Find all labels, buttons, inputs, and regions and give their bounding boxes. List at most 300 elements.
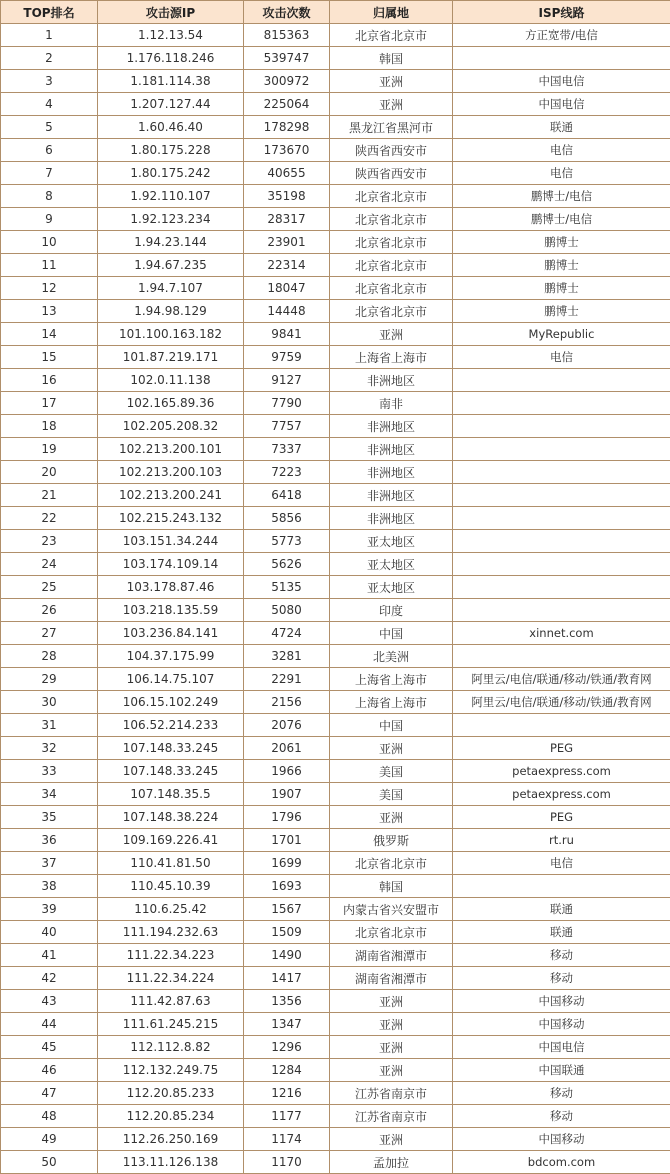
attack-count-cell: 5773 xyxy=(244,530,330,553)
isp-cell xyxy=(453,714,670,737)
isp-cell: 中国电信 xyxy=(453,1036,670,1059)
source-ip-cell: 101.100.163.182 xyxy=(98,323,244,346)
attack-count-cell: 5135 xyxy=(244,576,330,599)
source-ip-cell: 113.11.126.138 xyxy=(98,1151,244,1174)
rank-cell: 5 xyxy=(1,116,98,139)
attack-count-cell: 5080 xyxy=(244,599,330,622)
location-cell: 江苏省南京市 xyxy=(330,1105,453,1128)
table-row xyxy=(1,369,670,392)
rank-cell: 25 xyxy=(1,576,98,599)
isp-cell: 移动 xyxy=(453,1082,670,1105)
source-ip-cell: 1.176.118.246 xyxy=(98,47,244,70)
source-ip-cell: 107.148.38.224 xyxy=(98,806,244,829)
rank-cell: 42 xyxy=(1,967,98,990)
isp-cell: bdcom.com xyxy=(453,1151,670,1174)
table-row xyxy=(1,208,670,231)
location-cell: 非洲地区 xyxy=(330,461,453,484)
attack-count-cell: 4724 xyxy=(244,622,330,645)
attack-count-cell: 1966 xyxy=(244,760,330,783)
location-cell: 北京省北京市 xyxy=(330,231,453,254)
location-cell: 非洲地区 xyxy=(330,415,453,438)
table-row xyxy=(1,645,670,668)
rank-cell: 47 xyxy=(1,1082,98,1105)
table-row xyxy=(1,438,670,461)
attack-count-cell: 2076 xyxy=(244,714,330,737)
rank-cell: 38 xyxy=(1,875,98,898)
attack-count-cell: 35198 xyxy=(244,185,330,208)
source-ip-cell: 111.61.245.215 xyxy=(98,1013,244,1036)
isp-cell xyxy=(453,438,670,461)
rank-cell: 31 xyxy=(1,714,98,737)
source-ip-cell: 111.194.232.63 xyxy=(98,921,244,944)
location-cell: 湖南省湘潭市 xyxy=(330,944,453,967)
isp-cell: 鹏博士 xyxy=(453,300,670,323)
source-ip-cell: 106.15.102.249 xyxy=(98,691,244,714)
source-ip-cell: 109.169.226.41 xyxy=(98,829,244,852)
attack-count-cell: 7757 xyxy=(244,415,330,438)
location-cell: 北京省北京市 xyxy=(330,300,453,323)
location-cell: 亚太地区 xyxy=(330,553,453,576)
location-cell: 北京省北京市 xyxy=(330,254,453,277)
location-cell: 上海省上海市 xyxy=(330,346,453,369)
rank-cell: 9 xyxy=(1,208,98,231)
source-ip-cell: 112.26.250.169 xyxy=(98,1128,244,1151)
location-cell: 北京省北京市 xyxy=(330,185,453,208)
attack-count-cell: 1284 xyxy=(244,1059,330,1082)
attack-count-cell: 1567 xyxy=(244,898,330,921)
isp-cell xyxy=(453,530,670,553)
table-row xyxy=(1,714,670,737)
location-cell: 北美洲 xyxy=(330,645,453,668)
rank-cell: 10 xyxy=(1,231,98,254)
rank-cell: 37 xyxy=(1,852,98,875)
isp-cell xyxy=(453,484,670,507)
rank-cell: 29 xyxy=(1,668,98,691)
table-row xyxy=(1,185,670,208)
attack-count-cell: 178298 xyxy=(244,116,330,139)
attack-count-cell: 22314 xyxy=(244,254,330,277)
table-row xyxy=(1,622,670,645)
source-ip-cell: 1.92.123.234 xyxy=(98,208,244,231)
source-ip-cell: 103.178.87.46 xyxy=(98,576,244,599)
attack-count-cell: 1417 xyxy=(244,967,330,990)
rank-cell: 7 xyxy=(1,162,98,185)
rank-cell: 35 xyxy=(1,806,98,829)
attack-count-cell: 2156 xyxy=(244,691,330,714)
table-row xyxy=(1,70,670,93)
rank-cell: 19 xyxy=(1,438,98,461)
isp-cell: xinnet.com xyxy=(453,622,670,645)
table-row xyxy=(1,852,670,875)
isp-cell: petaexpress.com xyxy=(453,760,670,783)
isp-cell: 鹏博士/电信 xyxy=(453,208,670,231)
table-row xyxy=(1,875,670,898)
source-ip-cell: 110.41.81.50 xyxy=(98,852,244,875)
attack-count-cell: 9841 xyxy=(244,323,330,346)
rank-cell: 1 xyxy=(1,24,98,47)
rank-cell: 23 xyxy=(1,530,98,553)
isp-cell: 移动 xyxy=(453,944,670,967)
rank-cell: 43 xyxy=(1,990,98,1013)
isp-cell: 联通 xyxy=(453,898,670,921)
rank-cell: 32 xyxy=(1,737,98,760)
attack-count-cell: 1296 xyxy=(244,1036,330,1059)
isp-cell: 阿里云/电信/联通/移动/铁通/教育网 xyxy=(453,668,670,691)
source-ip-cell: 103.218.135.59 xyxy=(98,599,244,622)
table-row xyxy=(1,277,670,300)
source-ip-cell: 103.174.109.14 xyxy=(98,553,244,576)
rank-cell: 13 xyxy=(1,300,98,323)
isp-cell: 中国电信 xyxy=(453,93,670,116)
rank-cell: 36 xyxy=(1,829,98,852)
isp-cell xyxy=(453,553,670,576)
location-cell: 黑龙江省黑河市 xyxy=(330,116,453,139)
location-cell: 北京省北京市 xyxy=(330,921,453,944)
source-ip-cell: 1.181.114.38 xyxy=(98,70,244,93)
source-ip-cell: 102.213.200.101 xyxy=(98,438,244,461)
rank-cell: 39 xyxy=(1,898,98,921)
attack-count-cell: 815363 xyxy=(244,24,330,47)
attack-count-cell: 9759 xyxy=(244,346,330,369)
rank-cell: 2 xyxy=(1,47,98,70)
header-source-ip: 攻击源IP xyxy=(98,1,244,24)
location-cell: 内蒙古省兴安盟市 xyxy=(330,898,453,921)
rank-cell: 45 xyxy=(1,1036,98,1059)
source-ip-cell: 1.80.175.228 xyxy=(98,139,244,162)
source-ip-cell: 1.94.23.144 xyxy=(98,231,244,254)
location-cell: 韩国 xyxy=(330,47,453,70)
attack-count-cell: 7790 xyxy=(244,392,330,415)
table-row xyxy=(1,1036,670,1059)
table-row xyxy=(1,116,670,139)
table-row xyxy=(1,47,670,70)
source-ip-cell: 1.94.7.107 xyxy=(98,277,244,300)
rank-cell: 26 xyxy=(1,599,98,622)
location-cell: 南非 xyxy=(330,392,453,415)
attack-count-cell: 23901 xyxy=(244,231,330,254)
table-row xyxy=(1,415,670,438)
rank-cell: 11 xyxy=(1,254,98,277)
rank-cell: 46 xyxy=(1,1059,98,1082)
rank-cell: 16 xyxy=(1,369,98,392)
location-cell: 上海省上海市 xyxy=(330,668,453,691)
isp-cell: 电信 xyxy=(453,162,670,185)
attack-count-cell: 1356 xyxy=(244,990,330,1013)
rank-cell: 14 xyxy=(1,323,98,346)
source-ip-cell: 107.148.33.245 xyxy=(98,737,244,760)
isp-cell xyxy=(453,507,670,530)
table-row xyxy=(1,760,670,783)
isp-cell xyxy=(453,392,670,415)
attack-count-cell: 1174 xyxy=(244,1128,330,1151)
attack-count-cell: 9127 xyxy=(244,369,330,392)
header-attack-count: 攻击次数 xyxy=(244,1,330,24)
location-cell: 非洲地区 xyxy=(330,438,453,461)
table-row xyxy=(1,944,670,967)
table-row xyxy=(1,1013,670,1036)
location-cell: 韩国 xyxy=(330,875,453,898)
isp-cell: PEG xyxy=(453,737,670,760)
source-ip-cell: 102.213.200.103 xyxy=(98,461,244,484)
location-cell: 北京省北京市 xyxy=(330,277,453,300)
rank-cell: 18 xyxy=(1,415,98,438)
source-ip-cell: 104.37.175.99 xyxy=(98,645,244,668)
source-ip-cell: 102.213.200.241 xyxy=(98,484,244,507)
attack-count-cell: 18047 xyxy=(244,277,330,300)
source-ip-cell: 112.20.85.234 xyxy=(98,1105,244,1128)
table-row xyxy=(1,783,670,806)
rank-cell: 44 xyxy=(1,1013,98,1036)
attack-count-cell: 2291 xyxy=(244,668,330,691)
location-cell: 孟加拉 xyxy=(330,1151,453,1174)
source-ip-cell: 1.94.67.235 xyxy=(98,254,244,277)
table-row xyxy=(1,898,670,921)
source-ip-cell: 103.151.34.244 xyxy=(98,530,244,553)
rank-cell: 8 xyxy=(1,185,98,208)
location-cell: 亚洲 xyxy=(330,93,453,116)
table-row xyxy=(1,484,670,507)
location-cell: 非洲地区 xyxy=(330,507,453,530)
isp-cell: 鹏博士 xyxy=(453,231,670,254)
isp-cell: 中国联通 xyxy=(453,1059,670,1082)
isp-cell: 中国移动 xyxy=(453,1013,670,1036)
location-cell: 亚洲 xyxy=(330,806,453,829)
isp-cell: 移动 xyxy=(453,967,670,990)
attack-count-cell: 14448 xyxy=(244,300,330,323)
source-ip-cell: 112.132.249.75 xyxy=(98,1059,244,1082)
isp-cell: petaexpress.com xyxy=(453,783,670,806)
isp-cell: 电信 xyxy=(453,852,670,875)
source-ip-cell: 112.112.8.82 xyxy=(98,1036,244,1059)
location-cell: 陕西省西安市 xyxy=(330,139,453,162)
attack-count-cell: 1701 xyxy=(244,829,330,852)
rank-cell: 22 xyxy=(1,507,98,530)
isp-cell: rt.ru xyxy=(453,829,670,852)
location-cell: 江苏省南京市 xyxy=(330,1082,453,1105)
rank-cell: 17 xyxy=(1,392,98,415)
attack-count-cell: 225064 xyxy=(244,93,330,116)
source-ip-cell: 101.87.219.171 xyxy=(98,346,244,369)
source-ip-cell: 107.148.33.245 xyxy=(98,760,244,783)
isp-cell: 鹏博士 xyxy=(453,254,670,277)
location-cell: 美国 xyxy=(330,783,453,806)
table-row xyxy=(1,1059,670,1082)
table-row xyxy=(1,24,670,47)
attack-count-cell: 28317 xyxy=(244,208,330,231)
location-cell: 湖南省湘潭市 xyxy=(330,967,453,990)
attack-count-cell: 7223 xyxy=(244,461,330,484)
source-ip-cell: 102.215.243.132 xyxy=(98,507,244,530)
isp-cell: 联通 xyxy=(453,921,670,944)
source-ip-cell: 110.45.10.39 xyxy=(98,875,244,898)
location-cell: 中国 xyxy=(330,622,453,645)
location-cell: 陕西省西安市 xyxy=(330,162,453,185)
table-row xyxy=(1,139,670,162)
isp-cell: 移动 xyxy=(453,1105,670,1128)
rank-cell: 24 xyxy=(1,553,98,576)
location-cell: 亚洲 xyxy=(330,1128,453,1151)
rank-cell: 30 xyxy=(1,691,98,714)
isp-cell: 阿里云/电信/联通/移动/铁通/教育网 xyxy=(453,691,670,714)
location-cell: 亚洲 xyxy=(330,1013,453,1036)
table-row xyxy=(1,461,670,484)
source-ip-cell: 106.52.214.233 xyxy=(98,714,244,737)
isp-cell xyxy=(453,415,670,438)
table-row xyxy=(1,162,670,185)
isp-cell xyxy=(453,369,670,392)
source-ip-cell: 1.92.110.107 xyxy=(98,185,244,208)
table-row xyxy=(1,1128,670,1151)
rank-cell: 4 xyxy=(1,93,98,116)
isp-cell: 联通 xyxy=(453,116,670,139)
rank-cell: 41 xyxy=(1,944,98,967)
isp-cell: 中国电信 xyxy=(453,70,670,93)
isp-cell: 电信 xyxy=(453,139,670,162)
header-row xyxy=(1,1,670,24)
table-row xyxy=(1,530,670,553)
isp-cell: 方正宽带/电信 xyxy=(453,24,670,47)
isp-cell: 中国移动 xyxy=(453,1128,670,1151)
location-cell: 北京省北京市 xyxy=(330,852,453,875)
rank-cell: 15 xyxy=(1,346,98,369)
isp-cell xyxy=(453,461,670,484)
table-row xyxy=(1,346,670,369)
location-cell: 印度 xyxy=(330,599,453,622)
source-ip-cell: 106.14.75.107 xyxy=(98,668,244,691)
table-row xyxy=(1,806,670,829)
source-ip-cell: 102.205.208.32 xyxy=(98,415,244,438)
header-location: 归属地 xyxy=(330,1,453,24)
rank-cell: 48 xyxy=(1,1105,98,1128)
location-cell: 北京省北京市 xyxy=(330,24,453,47)
isp-cell: 鹏博士/电信 xyxy=(453,185,670,208)
attack-count-cell: 1170 xyxy=(244,1151,330,1174)
attack-count-cell: 1693 xyxy=(244,875,330,898)
rank-cell: 34 xyxy=(1,783,98,806)
attack-count-cell: 173670 xyxy=(244,139,330,162)
attack-count-cell: 2061 xyxy=(244,737,330,760)
source-ip-cell: 1.60.46.40 xyxy=(98,116,244,139)
location-cell: 亚洲 xyxy=(330,323,453,346)
rank-cell: 27 xyxy=(1,622,98,645)
attack-count-cell: 7337 xyxy=(244,438,330,461)
rank-cell: 20 xyxy=(1,461,98,484)
source-ip-cell: 112.20.85.233 xyxy=(98,1082,244,1105)
source-ip-cell: 1.80.175.242 xyxy=(98,162,244,185)
isp-cell: MyRepublic xyxy=(453,323,670,346)
location-cell: 非洲地区 xyxy=(330,484,453,507)
source-ip-cell: 111.42.87.63 xyxy=(98,990,244,1013)
rank-cell: 6 xyxy=(1,139,98,162)
rank-cell: 3 xyxy=(1,70,98,93)
attack-count-cell: 1216 xyxy=(244,1082,330,1105)
source-ip-cell: 1.12.13.54 xyxy=(98,24,244,47)
table-row xyxy=(1,93,670,116)
isp-cell xyxy=(453,47,670,70)
table-row xyxy=(1,1105,670,1128)
source-ip-cell: 111.22.34.224 xyxy=(98,967,244,990)
attack-count-cell: 5856 xyxy=(244,507,330,530)
attack-count-cell: 300972 xyxy=(244,70,330,93)
location-cell: 中国 xyxy=(330,714,453,737)
source-ip-cell: 111.22.34.223 xyxy=(98,944,244,967)
table-row xyxy=(1,829,670,852)
rank-cell: 12 xyxy=(1,277,98,300)
table-row xyxy=(1,254,670,277)
table-row xyxy=(1,392,670,415)
source-ip-cell: 102.0.11.138 xyxy=(98,369,244,392)
header-isp: ISP线路 xyxy=(453,1,670,24)
source-ip-cell: 102.165.89.36 xyxy=(98,392,244,415)
isp-cell xyxy=(453,645,670,668)
location-cell: 俄罗斯 xyxy=(330,829,453,852)
table-row xyxy=(1,231,670,254)
table-row xyxy=(1,967,670,990)
isp-cell: PEG xyxy=(453,806,670,829)
isp-cell: 中国移动 xyxy=(453,990,670,1013)
rank-cell: 50 xyxy=(1,1151,98,1174)
isp-cell: 鹏博士 xyxy=(453,277,670,300)
table-row xyxy=(1,300,670,323)
location-cell: 北京省北京市 xyxy=(330,208,453,231)
location-cell: 亚洲 xyxy=(330,737,453,760)
attack-count-cell: 1907 xyxy=(244,783,330,806)
table-row xyxy=(1,1151,670,1174)
table-row xyxy=(1,990,670,1013)
table-row xyxy=(1,668,670,691)
table-row xyxy=(1,599,670,622)
attack-count-cell: 1796 xyxy=(244,806,330,829)
table-row xyxy=(1,737,670,760)
attack-count-cell: 539747 xyxy=(244,47,330,70)
header-rank: TOP排名 xyxy=(1,1,98,24)
isp-cell: 电信 xyxy=(453,346,670,369)
attack-count-cell: 40655 xyxy=(244,162,330,185)
source-ip-cell: 110.6.25.42 xyxy=(98,898,244,921)
isp-cell xyxy=(453,576,670,599)
location-cell: 上海省上海市 xyxy=(330,691,453,714)
attack-count-cell: 1509 xyxy=(244,921,330,944)
rank-cell: 21 xyxy=(1,484,98,507)
attack-count-cell: 5626 xyxy=(244,553,330,576)
table-row xyxy=(1,691,670,714)
attack-count-cell: 1699 xyxy=(244,852,330,875)
rank-cell: 33 xyxy=(1,760,98,783)
attack-count-cell: 1347 xyxy=(244,1013,330,1036)
table-row xyxy=(1,576,670,599)
location-cell: 亚洲 xyxy=(330,1059,453,1082)
location-cell: 亚太地区 xyxy=(330,530,453,553)
isp-cell xyxy=(453,875,670,898)
table-row xyxy=(1,507,670,530)
rank-cell: 28 xyxy=(1,645,98,668)
location-cell: 亚洲 xyxy=(330,1036,453,1059)
source-ip-cell: 1.94.98.129 xyxy=(98,300,244,323)
location-cell: 美国 xyxy=(330,760,453,783)
attack-count-cell: 3281 xyxy=(244,645,330,668)
isp-cell xyxy=(453,599,670,622)
attack-count-cell: 1490 xyxy=(244,944,330,967)
rank-cell: 40 xyxy=(1,921,98,944)
location-cell: 亚洲 xyxy=(330,990,453,1013)
table-row xyxy=(1,553,670,576)
attack-count-cell: 6418 xyxy=(244,484,330,507)
attack-count-cell: 1177 xyxy=(244,1105,330,1128)
source-ip-cell: 1.207.127.44 xyxy=(98,93,244,116)
location-cell: 亚太地区 xyxy=(330,576,453,599)
table-body xyxy=(1,24,670,1174)
table-row xyxy=(1,1082,670,1105)
